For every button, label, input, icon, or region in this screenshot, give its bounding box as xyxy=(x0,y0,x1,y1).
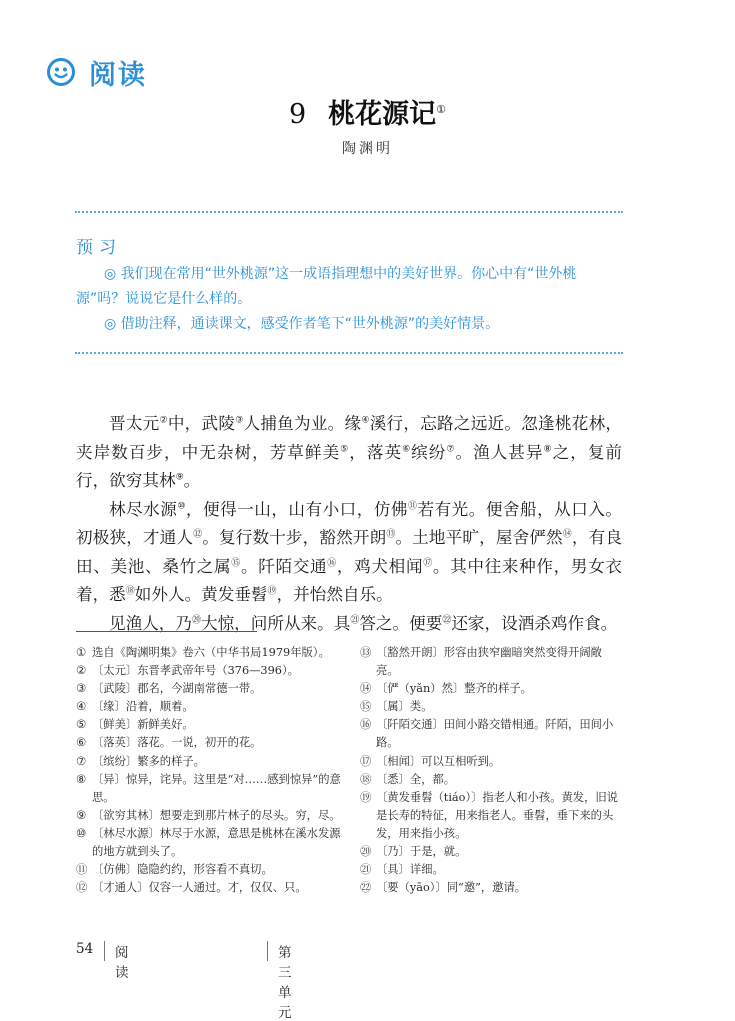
footnote: ② 〔太元〕东晋孝武帝年号（376—396）。 xyxy=(76,664,299,678)
lesson-title xyxy=(0,92,735,131)
footnote: ⑨ 〔欲穷其林〕想要走到那片林子的尽头。穷，尽。 xyxy=(76,808,341,822)
lesson-number: 9 xyxy=(288,99,307,130)
footnote: ⑦ 〔缤纷〕繁多的样子。 xyxy=(76,754,205,768)
preview-item: ◎ 我们现在常用“世外桃源”这一成语指理想中的美好世界。你心中有“世外桃源”吗？说说它是什么样的。 xyxy=(76,266,577,307)
footnote: ⑱ 〔悉〕全，都。 xyxy=(360,772,456,786)
note-ref: ⑮ xyxy=(231,557,241,568)
note-ref: ⑥ xyxy=(402,443,412,454)
preview-top-divider xyxy=(75,211,623,213)
footer-section: 阅读 xyxy=(115,945,137,981)
footnote: ⑤ 〔鲜美〕新鲜美好。 xyxy=(76,718,194,732)
footnote: ⑥ 〔落英〕落花。一说，初开的花。 xyxy=(76,736,262,750)
footnote: ⑭ 〔俨（yǎn）然〕整齐的样子。 xyxy=(360,682,532,696)
footnote: ④ 〔缘〕沿着，顺着。 xyxy=(76,700,194,714)
footnote: ⑯ 〔阡陌交通〕田间小路交错相通。阡陌，田间小路。 xyxy=(360,718,614,750)
note-ref: ③ xyxy=(235,415,244,426)
footnotes-left xyxy=(76,644,344,897)
note-ref: ⑱ xyxy=(125,586,135,597)
footnote: ⑰ 〔相闻〕可以互相听到。 xyxy=(360,754,501,768)
paragraph-3: 见渔人，乃⑳大惊，问所从来。具$^㉑$答之。便要$^㉒$还家，设酒杀鸡作食。 xyxy=(109,613,618,633)
note-ref: ⑲ xyxy=(267,586,277,597)
note-ref: ④ xyxy=(361,415,370,426)
lesson-title-text: 桃花源记 xyxy=(328,99,437,130)
smiley-face-icon xyxy=(47,58,75,86)
section-label: 阅读 xyxy=(89,59,147,91)
footnote: ③ 〔武陵〕郡名，今湖南常德一带。 xyxy=(76,682,262,696)
title-note-mark: ① xyxy=(436,103,447,116)
preview-bottom-divider xyxy=(75,352,623,354)
note-ref: ② xyxy=(159,415,168,426)
note-ref: ⑯ xyxy=(327,557,337,568)
note-ref: ⑪ xyxy=(408,500,418,511)
footnote: ⑫ 〔才通人〕仅容一人通过。才，仅仅、只。 xyxy=(76,881,307,895)
footnote: ⑬ 〔豁然开朗〕形容由狭窄幽暗突然变得开阔敞亮。 xyxy=(360,646,602,678)
note-ref: ⑭ xyxy=(562,529,572,540)
note-ref: ㉑ xyxy=(350,614,360,625)
section-header xyxy=(47,52,147,92)
footnote: ⑲ 〔黄发垂髫（tiáo）〕指老人和小孩。黄发，旧说是长寿的特征，用来指老人。垂髫，垂下来的头发，用来指小孩。 xyxy=(360,790,618,840)
paragraph-1: 晋太元②中，武陵③人捕鱼为业。缘④溪行，忘路之远近。忽逢桃花林，夹岸数百步，中无杂树，芳草鲜美⑤，落英⑥缤纷⑦。渔人甚异⑧之，复前行，欲穷其林⑨。 xyxy=(76,414,623,490)
main-text xyxy=(76,410,622,638)
footnote-rule xyxy=(76,631,257,632)
footnote: ㉑ 〔具〕详细。 xyxy=(360,863,444,877)
note-ref: ⑧ xyxy=(543,443,553,454)
note-ref: ⑰ xyxy=(423,557,433,568)
author: 陶渊明 xyxy=(342,141,393,157)
paragraph-2: 林尽水源⑩，便得一山，山有小口，仿佛⑪若有光。便舍船，从口入。初极狭，才通人⑫。复行数十步，豁然开朗⑬。土地平旷，屋舍俨然⑭，有良田、美池、桑竹之属⑮。阡陌交通⑯，鸡犬相闻⑰。其中往来种作，男女衣着，悉⑱如外人。黄发垂髫⑲，并怡然自乐。 xyxy=(76,499,623,604)
note-ref: ⑩ xyxy=(177,500,186,511)
footer-unit: 第三单元 xyxy=(278,945,292,1021)
preview-list xyxy=(76,262,622,337)
note-ref: ⑫ xyxy=(193,529,203,540)
footnote: ⑪ 〔仿佛〕隐隐约约，形容看不真切。 xyxy=(76,863,273,877)
note-ref: ⑨ xyxy=(175,472,184,483)
footnote: ⑩ 〔林尽水源〕林尽于水源，意思是桃林在溪水发源的地方就到头了。 xyxy=(76,826,341,859)
page-number: 54 xyxy=(76,941,94,957)
footnote: ⑮ 〔属〕类。 xyxy=(360,700,433,714)
note-ref: ⑬ xyxy=(386,529,396,540)
note-ref: ⑦ xyxy=(446,443,456,454)
footnote: ㉒ 〔要（yāo）〕同“邀”，邀请。 xyxy=(360,881,527,895)
footnotes-right xyxy=(360,644,624,897)
preview-item: ◎ 借助注释，通读课文，感受作者笔下“世外桃源”的美好情景。 xyxy=(104,316,500,332)
footer-divider xyxy=(104,941,105,961)
preview-title: 预习 xyxy=(76,238,122,258)
note-ref: ㉒ xyxy=(442,614,452,625)
note-ref: ⑤ xyxy=(340,443,350,454)
footnote: ⑧ 〔异〕惊异，诧异。这里是“对……感到惊异”的意思。 xyxy=(76,772,341,804)
footnote: ⑳ 〔乃〕于是，就。 xyxy=(360,845,467,859)
footnote: ① 选自《陶渊明集》卷六（中华书局1979年版）。 xyxy=(76,646,330,659)
note-ref: ⑳ xyxy=(191,614,201,625)
footer-divider xyxy=(267,941,268,961)
